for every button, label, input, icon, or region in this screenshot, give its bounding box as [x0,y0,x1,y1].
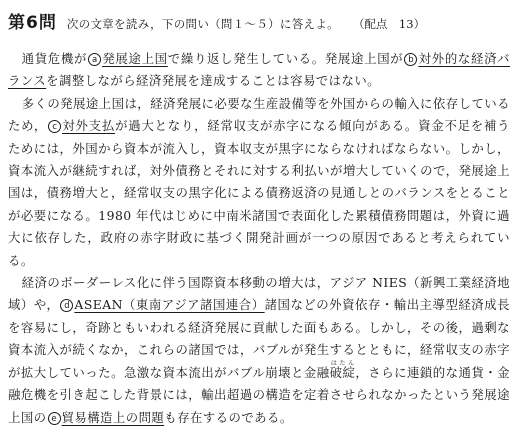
ruby-base: 破綻 [329,364,356,380]
underlined-term-d: ASEAN（東南アジア諸国連合） [74,297,265,313]
text-segment: 通貨危機が [21,51,88,66]
paragraph-2 [8,93,510,272]
text-segment: も存在するのである。 [164,409,293,425]
question-instruction: 次の文章を読み，下の問い（問１～５）に答えよ。 [66,17,339,31]
paragraph-3 [8,272,510,429]
ruby-reading: はたん [329,359,356,367]
marker-a: a [88,53,101,66]
marker-e: e [48,412,61,425]
underlined-term-c: 対外支払 [62,118,116,134]
passage [8,48,510,429]
text-segment: ，さらに連鎖的な通貨・金融危機を引き起こした背景には，輸出超過の構造を定着させられなかったという発展途上国の [8,364,510,425]
marker-b: b [404,53,417,66]
text-segment: で繰り返し発生している。発展途上国が [167,51,404,66]
text-segment: を調整しながら経済発展を達成することは容易ではない。 [46,73,381,89]
underlined-term-a: 発展途上国 [102,51,168,66]
marker-c: c [48,120,61,133]
text-segment: 多くの発展途上国は，経済発展に必要な生産設備等を外国からの輸入に依存しているため， [8,95,510,134]
question-number: 第6問 [8,13,57,33]
ruby-word [329,359,356,380]
text-segment: 経済のボーダーレス化に伴う国際資本移動の増大は，アジア NIES（新興工業経済地域）や， [8,275,510,313]
underlined-term-e: 貿易構造上の問題 [61,409,165,425]
points-label: （配点 13） [352,17,426,31]
underlined-term-b: 対外的な経済バランス [8,51,511,89]
marker-d: d [60,299,73,312]
question-header [8,8,510,34]
text-segment: が過大となり，経常収支が赤字になる傾向がある。資金不足を補うためには，外国から資本が流入し，資本収支が黒字にならなければならない。しかし，資本流入が継続すれば，対外債務とそれに対する利払いが増大していくので，発展途上国は，債務増大と，経常収支の黒字化による債務返済の見通しとのバランスをとることが必要になる。1980 年代はじめに中南米諸国で表面化した累積債務問題は，外資に過大に依存した，政府の赤字財政に基づく開発計画が一つの原因であると考えられている。 [8,118,510,268]
text-segment: 諸国などの外資依存・輸出主導型経済成長を容易にし，奇跡ともいわれる経済発展に貢献した面もある。しかし，その後，過剰な資本流入が続くなか，これらの諸国では，バブルが発生するとともに，経常収支の赤字が拡大していった。急激な資本流出がバブル崩壊と金融 [8,297,510,380]
paragraph-1 [8,48,510,93]
